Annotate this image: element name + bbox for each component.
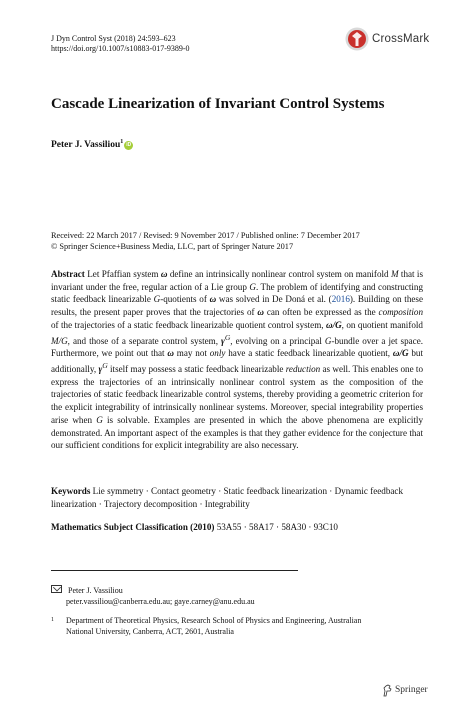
affiliation-line1: Department of Theoretical Physics, Research School of Physics and Engineering, Australian — [66, 616, 362, 625]
author-line — [51, 136, 133, 151]
keywords — [51, 485, 423, 510]
doi-link[interactable]: https://doi.org/10.1007/s10883-017-9389-0 — [51, 44, 190, 53]
keywords-label: Keywords — [51, 486, 91, 496]
abstract-label: Abstract — [51, 269, 85, 279]
keywords-text: Lie symmetry · Contact geometry · Static feedback linearization · Dynamic feedback linearization · Trajectory decomposition · Integrability — [51, 486, 404, 509]
msc-label: Mathematics Subject Classification (2010) — [51, 522, 215, 532]
orcid-icon[interactable]: iD — [126, 142, 132, 149]
envelope-icon — [51, 585, 62, 593]
citation-link[interactable]: 2016 — [331, 294, 350, 305]
correspondence-emails[interactable]: peter.vassiliou@canberra.edu.au; gaye.carney@anu.edu.au — [66, 597, 255, 606]
msc-classification — [51, 521, 423, 534]
correspondence — [51, 585, 255, 607]
dates-line: Received: 22 March 2017 / Revised: 9 November 2017 / Published online: 7 December 2017 — [51, 231, 360, 240]
springer-horse-icon — [382, 684, 393, 697]
affiliation — [51, 615, 423, 637]
author-name[interactable]: Peter J. Vassiliou — [51, 140, 121, 151]
springer-logo — [382, 684, 442, 698]
crossmark-label: CrossMark — [372, 33, 430, 45]
crossmark-icon — [345, 27, 369, 51]
msc-codes: 53A55 · 58A17 · 58A30 · 93C10 — [214, 522, 338, 532]
affiliation-number: 1 — [51, 617, 54, 623]
crossmark-badge[interactable] — [345, 27, 449, 53]
copyright-line: © Springer Science+Business Media, LLC, part of Springer Nature 2017 — [51, 242, 294, 251]
abstract — [51, 268, 423, 452]
correspondence-name: Peter J. Vassiliou — [68, 586, 123, 595]
footnote-divider — [51, 570, 298, 571]
paper-title: Cascade Linearization of Invariant Control Systems — [51, 96, 385, 112]
abstract-text: Abstract Let Pfaffian system ω define an intrinsically nonlinear control system on manifold M that is invariant under the free, regular action of a Lie group G. The problem of identifying and constructing static feedback linearizable G-quotients of ω was solved in De Doná et al. (2016). Building on these results, the present paper proves that the trajectories of ω can often be expressed as the composition of the trajectories of a static feedback linearizable quotient control system, ω/G, on quotient manifold M/G, and those of a separate control system, $\gamma^G$, evolving on a principal G-bundle over a jet space. Furthermore, we point out that ω may not only have a static feedback linearizable quotient, ω/G but additionally, $\gamma^G$ itself may possess a static feedback linearizable reduction as well. This enables one to express the trajectories of an intrinsically nonlinear control system as the composition of the trajectories of static feedback linearizable control systems, thereby providing a geometric criterion for the explicit integrability of intrinsically nonlinear systems. Moreover, special integrability properties arise when G is solvable. Examples are presented in which the above phenomena are explicitly demonstrated. An important aspect of the examples is that they gather evidence for the conjecture that our sufficient conditions for explicit integrability are also necessary. — [51, 269, 424, 451]
affiliation-line2: National University, Canberra, ACT, 2601, Australia — [66, 627, 234, 636]
publication-dates — [51, 230, 431, 252]
journal-citation: J Dyn Control Syst (2018) 24:593–623 — [51, 34, 176, 43]
author-affiliation-sup: 1 — [120, 139, 124, 145]
journal-header — [51, 34, 190, 54]
springer-label: Springer — [395, 685, 428, 695]
